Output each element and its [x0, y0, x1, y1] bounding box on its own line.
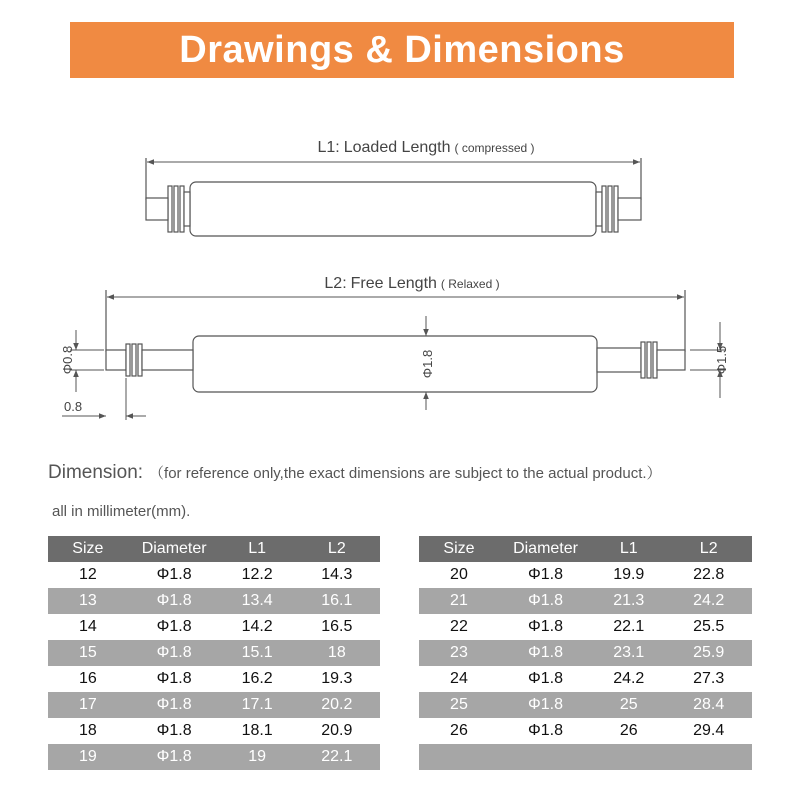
cell-size: 26: [450, 722, 468, 739]
cell-diameter: Φ1.8: [156, 618, 192, 635]
cell-l1: 18.1: [241, 722, 273, 739]
cell-size: 18: [78, 722, 97, 739]
cell-size: 23: [419, 640, 499, 666]
cell-l2: 27.3: [693, 670, 725, 687]
cell-l1: 23.1: [592, 640, 665, 666]
cell-l2: 25.9: [665, 640, 752, 666]
cell-l2: [665, 744, 752, 770]
cell-l1: 14.2: [241, 618, 273, 635]
column-header-l2: L2: [294, 536, 380, 562]
page-title: Drawings & Dimensions: [179, 28, 625, 71]
l1-note: ( compressed ): [454, 141, 535, 155]
cell-diameter: Φ1.8: [128, 744, 221, 770]
table-row: [419, 562, 752, 588]
table-row: [48, 588, 380, 614]
cell-l1: 19.9: [613, 566, 645, 583]
cell-diameter: Φ1.8: [528, 670, 564, 687]
cell-diameter: Φ1.8: [499, 692, 592, 718]
dia-left-dimension: [70, 330, 104, 392]
column-header-diameter: Diameter: [499, 536, 592, 562]
cell-diameter: Φ1.8: [499, 588, 592, 614]
tip-length-label: 0.8: [64, 399, 83, 414]
column-header-size: Size: [48, 536, 128, 562]
table-row: [419, 614, 752, 640]
cell-diameter: Φ1.8: [128, 588, 221, 614]
table-row: [48, 640, 380, 666]
l2-prefix: L2:: [324, 275, 347, 292]
cell-diameter: [499, 744, 592, 770]
table-row: [48, 666, 380, 692]
cell-l2: 25.5: [693, 618, 725, 635]
cell-diameter: Φ1.8: [528, 722, 564, 739]
cell-l1: 21.3: [592, 588, 665, 614]
cell-l1: 13.4: [221, 588, 294, 614]
cell-l2: 19.3: [321, 670, 353, 687]
cell-l1: 26: [619, 722, 638, 739]
cell-l2: 16.5: [321, 618, 353, 635]
table-row: [419, 692, 752, 718]
l1-text: Loaded Length: [343, 139, 451, 156]
cell-l1: 25: [592, 692, 665, 718]
cell-diameter: Φ1.8: [128, 692, 221, 718]
dia-left-label: Φ0.8: [60, 345, 75, 375]
cell-size: 24: [450, 670, 468, 687]
cell-l1: [592, 744, 665, 770]
column-header-l1: L1: [592, 536, 665, 562]
table-row: [419, 640, 752, 666]
dimension-heading: [48, 462, 662, 484]
cell-diameter: Φ1.8: [528, 618, 564, 635]
cell-size: 13: [48, 588, 128, 614]
cell-diameter: Φ1.8: [499, 640, 592, 666]
dia-right-label: Φ1.5: [714, 345, 729, 375]
unit-note: all in millimeter(mm).: [52, 503, 191, 520]
dimensions-table-right: [419, 536, 752, 770]
table-row: [48, 692, 380, 718]
cell-l2: 14.3: [321, 566, 353, 583]
cell-l1: 22.1: [613, 618, 645, 635]
cell-l2: 18: [294, 640, 380, 666]
table-row: [48, 718, 380, 744]
cell-size: 20: [450, 566, 468, 583]
cell-diameter: Φ1.8: [156, 566, 192, 583]
l1-label: [317, 139, 534, 156]
table-row: [48, 562, 380, 588]
cell-l2: 24.2: [665, 588, 752, 614]
column-header-l1: L1: [221, 536, 294, 562]
l2-text: Free Length: [350, 275, 437, 292]
cell-diameter: Φ1.8: [156, 670, 192, 687]
cell-l1: 16.2: [241, 670, 273, 687]
table-row: [419, 718, 752, 744]
cell-size: 15: [48, 640, 128, 666]
loaded-spring-bar: [146, 158, 641, 236]
cell-diameter: Φ1.8: [128, 640, 221, 666]
table-header-row: [419, 536, 752, 562]
l2-note: ( Relaxed ): [440, 277, 500, 291]
table-row: [419, 588, 752, 614]
dimension-title: Dimension:: [48, 462, 144, 483]
column-header-size: Size: [419, 536, 499, 562]
cell-size: 17: [48, 692, 128, 718]
dimensions-table-left: [48, 536, 380, 770]
table-row: [48, 744, 380, 770]
l1-prefix: L1:: [317, 139, 340, 156]
cell-size: 25: [419, 692, 499, 718]
cell-diameter: Φ1.8: [528, 566, 564, 583]
table-row: [419, 744, 752, 770]
cell-size: [419, 744, 499, 770]
cell-diameter: Φ1.8: [156, 722, 192, 739]
cell-size: 19: [48, 744, 128, 770]
cell-l2: 29.4: [693, 722, 725, 739]
cell-l2: 22.1: [294, 744, 380, 770]
table-row: [419, 666, 752, 692]
cell-size: 14: [78, 618, 97, 635]
cell-size: 16: [78, 670, 97, 687]
cell-l1: 12.2: [241, 566, 273, 583]
cell-l2: 20.2: [294, 692, 380, 718]
cell-size: 21: [419, 588, 499, 614]
free-spring-bar: [106, 290, 685, 392]
column-header-diameter: Diameter: [128, 536, 221, 562]
cell-l1: 15.1: [221, 640, 294, 666]
cell-l2: 28.4: [665, 692, 752, 718]
cell-l2: 20.9: [321, 722, 353, 739]
dia-center-label: Φ1.8: [420, 349, 435, 379]
dimension-note: （for reference only,the exact dimensions are subject to the actual product.）: [149, 465, 662, 482]
l2-label: [324, 275, 499, 292]
cell-l1: 24.2: [613, 670, 645, 687]
cell-l2: 16.1: [294, 588, 380, 614]
cell-l1: 19: [221, 744, 294, 770]
cell-l2: 22.8: [693, 566, 725, 583]
table-row: [48, 614, 380, 640]
column-header-l2: L2: [665, 536, 752, 562]
cell-size: 12: [78, 566, 97, 583]
cell-l1: 17.1: [221, 692, 294, 718]
cell-size: 22: [450, 618, 468, 635]
table-header-row: [48, 536, 380, 562]
